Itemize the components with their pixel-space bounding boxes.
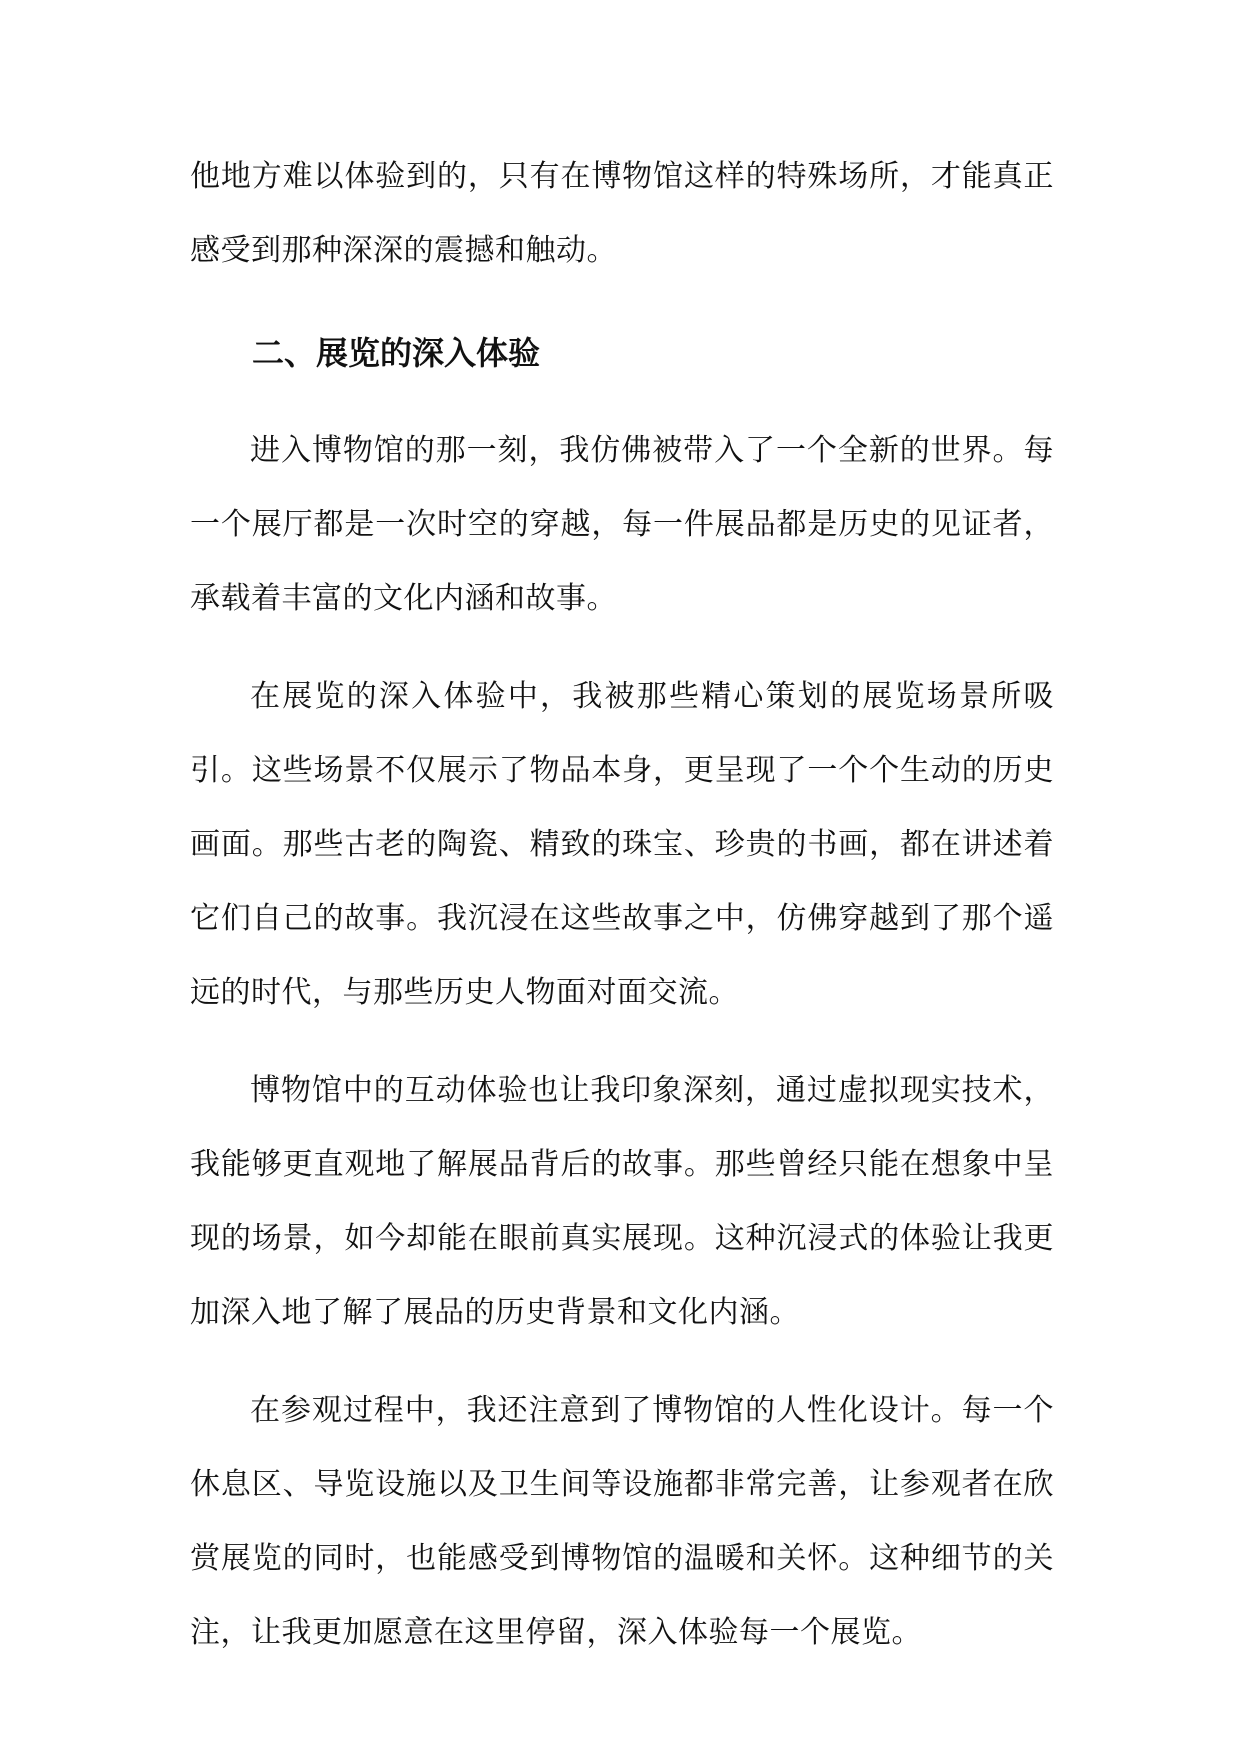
section-heading: 二、展览的深入体验 — [252, 334, 541, 372]
spacer — [190, 636, 1054, 660]
paragraph-humanized-design: 在参观过程中，我还注意到了博物馆的人性化设计。每一个休息区、导览设施以及卫生间等设施都非常完善，让参观者在欣赏展览的同时，也能感受到博物馆的温暖和关怀。这种细节的关注，让我更加愿意在这里停留，深入体验每一个展览。 — [190, 1393, 1054, 1650]
paragraph-entering-museum: 进入博物馆的那一刻，我仿佛被带入了一个全新的世界。每一个展厅都是一次时空的穿越，每一件展品都是历史的见证者，承载着丰富的文化内涵和故事。 — [190, 433, 1054, 616]
spacer — [190, 1350, 1054, 1374]
spacer — [190, 288, 1054, 316]
document-body — [190, 140, 1054, 1670]
spacer — [190, 1030, 1054, 1054]
spacer — [190, 390, 1054, 414]
paragraph-interactive-experience: 博物馆中的互动体验也让我印象深刻，通过虚拟现实技术，我能够更直观地了解展品背后的故事。那些曾经只能在想象中呈现的场景，如今却能在眼前真实展现。这种沉浸式的体验让我更加深入地了解了展品的历史背景和文化内涵。 — [190, 1073, 1054, 1330]
continuation-paragraph: 他地方难以体验到的，只有在博物馆这样的特殊场所，才能真正感受到那种深深的震撼和触动。 — [190, 159, 1054, 268]
paragraph-exhibition-scenes: 在展览的深入体验中，我被那些精心策划的展览场景所吸引。这些场景不仅展示了物品本身，更呈现了一个个生动的历史画面。那些古老的陶瓷、精致的珠宝、珍贵的书画，都在讲述着它们自己的故事。我沉浸在这些故事之中，仿佛穿越到了那个遥远的时代，与那些历史人物面对面交流。 — [190, 679, 1054, 1010]
